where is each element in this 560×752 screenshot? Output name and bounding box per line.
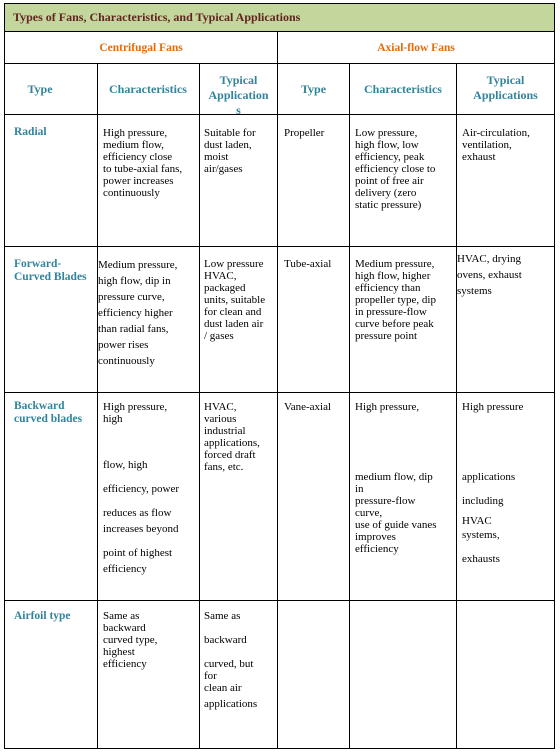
cell-line: efficiency xyxy=(103,563,147,575)
cell-line: reduces as flow xyxy=(103,507,172,519)
cell-line: Propeller xyxy=(284,127,325,139)
fan-type-line: Forward- xyxy=(14,258,62,270)
cell-line: use of guide vanes xyxy=(355,519,437,531)
cell-line: highest xyxy=(103,646,135,658)
cell-line: Same as xyxy=(103,610,140,622)
cell-line: ovens, exhaust xyxy=(457,269,522,281)
characteristics-cell xyxy=(103,610,199,670)
cell-line: HVAC xyxy=(462,515,492,527)
cell-line: in xyxy=(355,483,364,495)
cell-line: Medium pressure, xyxy=(355,258,435,270)
cell-line: continuously xyxy=(103,187,160,199)
column-header-applications-line: s xyxy=(236,103,241,117)
cell-line: efficiency xyxy=(355,543,399,555)
cell-line: efficiency close to xyxy=(355,163,436,175)
table-title-bar xyxy=(5,4,554,32)
fan-type-line: Radial xyxy=(14,126,47,138)
cell-line: Low pressure xyxy=(204,258,264,270)
cell-line: static pressure) xyxy=(355,199,422,211)
cell-line: for clean and xyxy=(204,306,262,318)
column-header-characteristics: Characteristics xyxy=(109,82,187,96)
cell-line: packaged xyxy=(204,282,246,294)
grid-line xyxy=(199,63,200,748)
cell-line: High pressure, xyxy=(355,401,420,413)
column-header-applications-line: Typical xyxy=(219,73,258,87)
cell-line: HVAC, drying xyxy=(457,253,521,265)
characteristics-cell xyxy=(355,401,456,555)
cell-line: high xyxy=(103,413,123,425)
cell-line: curve, xyxy=(355,507,383,519)
grid-line xyxy=(456,63,457,748)
applications-cell xyxy=(462,127,554,163)
axial-type-cell xyxy=(284,401,349,413)
applications-cell xyxy=(204,610,277,710)
cell-line: applications xyxy=(462,471,516,483)
cell-line: high flow, low xyxy=(355,139,419,151)
characteristics-cell xyxy=(103,401,199,575)
cell-line: systems, xyxy=(462,529,500,541)
column-header-applications-line: Applications xyxy=(473,88,538,102)
cell-line: High pressure, xyxy=(103,127,168,139)
column-header-characteristics: Characteristics xyxy=(364,82,442,96)
cell-line: fans, etc. xyxy=(204,461,244,473)
applications-cell xyxy=(462,401,554,565)
cell-line: HVAC, xyxy=(204,270,237,282)
column-header-applications-line: Application xyxy=(208,88,269,102)
cell-line: forced draft xyxy=(204,449,256,461)
column-header-type: Type xyxy=(300,82,327,96)
characteristics-cell xyxy=(355,127,456,211)
cell-line: HVAC, xyxy=(204,401,237,413)
grid-line xyxy=(277,32,278,748)
fan-type-line: Backward xyxy=(14,400,65,412)
applications-cell xyxy=(204,127,277,175)
cell-line: exhaust xyxy=(462,151,496,163)
fan-type-name xyxy=(14,258,87,284)
column-header-applications-line: Typical xyxy=(486,73,525,87)
grid-line xyxy=(5,246,554,247)
grid-line xyxy=(5,114,554,115)
cell-line: point of free air xyxy=(355,175,424,187)
cell-line: power increases xyxy=(103,175,174,187)
characteristics-cell xyxy=(103,127,199,199)
characteristics-cell xyxy=(355,258,456,342)
applications-cell xyxy=(457,251,554,299)
fan-type-name xyxy=(14,400,82,426)
grid-line xyxy=(97,63,98,748)
cell-line: in pressure-flow xyxy=(355,306,427,318)
applications-cell xyxy=(204,401,277,473)
cell-line: ventilation, xyxy=(462,139,512,151)
cell-line: continuously xyxy=(98,355,155,367)
grid-line xyxy=(5,600,554,601)
cell-line: systems xyxy=(457,285,492,297)
cell-line: Low pressure, xyxy=(355,127,418,139)
cell-line: pressure-flow xyxy=(355,495,416,507)
cell-line: industrial xyxy=(204,425,246,437)
fan-type-line: curved blades xyxy=(14,413,83,425)
cell-line: dust laden, xyxy=(204,139,252,151)
cell-line: clean air xyxy=(204,682,242,694)
cell-line: / gases xyxy=(204,330,234,342)
cell-line: applications xyxy=(204,698,258,710)
axial-type-cell xyxy=(284,258,349,270)
fan-type-line: Airfoil type xyxy=(14,610,71,622)
cell-line: High pressure, xyxy=(103,401,168,413)
column-header-applications xyxy=(200,73,277,118)
fan-types-table xyxy=(4,3,555,749)
cell-line: Air-circulation, xyxy=(462,127,530,139)
grid-line xyxy=(5,63,554,64)
cell-line: efficiency than xyxy=(355,282,421,294)
cell-line: High pressure xyxy=(462,401,524,413)
cell-line: curved, but xyxy=(204,658,254,670)
cell-line: various xyxy=(204,413,237,425)
cell-line: Suitable for xyxy=(204,127,256,139)
fan-type-name xyxy=(14,126,47,139)
cell-line: curved type, xyxy=(103,634,158,646)
table-title: Types of Fans, Characteristics, and Typical Applications xyxy=(13,10,301,24)
fan-type-line: Curved Blades xyxy=(14,271,87,283)
cell-line: applications, xyxy=(204,437,260,449)
cell-line: air/gases xyxy=(204,163,243,175)
cell-line: efficiency close xyxy=(103,151,173,163)
applications-cell xyxy=(204,258,277,342)
cell-line: propeller type, dip xyxy=(355,294,436,306)
column-header-applications xyxy=(457,73,554,103)
cell-line: pressure point xyxy=(355,330,418,342)
grid-line xyxy=(349,63,350,748)
cell-line: improves xyxy=(355,531,396,543)
cell-line: flow, high xyxy=(103,459,148,471)
cell-line: Same as xyxy=(204,610,241,622)
cell-line: delivery (zero xyxy=(355,187,417,199)
cell-line: efficiency higher xyxy=(98,307,173,319)
cell-line: high flow, dip in xyxy=(98,275,171,287)
cell-line: pressure curve, xyxy=(98,291,165,303)
cell-line: dust laden air xyxy=(204,318,264,330)
cell-line: medium flow, xyxy=(103,139,164,151)
cell-line: exhausts xyxy=(462,553,500,565)
cell-line: Medium pressure, xyxy=(98,259,178,271)
cell-line: to tube-axial fans, xyxy=(103,163,183,175)
cell-line: backward xyxy=(103,622,146,634)
cell-line: high flow, higher xyxy=(355,270,431,282)
cell-line: efficiency, power xyxy=(103,483,180,495)
group-header-centrifugal: Centrifugal Fans xyxy=(99,42,183,54)
cell-line: efficiency xyxy=(103,658,147,670)
table-grid xyxy=(5,32,554,748)
cell-line: power rises xyxy=(98,339,149,351)
cell-line: medium flow, dip xyxy=(355,471,433,483)
cell-line: backward xyxy=(204,634,247,646)
cell-line: Tube-axial xyxy=(284,258,332,270)
cell-line: moist xyxy=(204,151,229,163)
fan-type-name xyxy=(14,610,71,623)
column-header-type: Type xyxy=(27,82,53,96)
cell-line: point of highest xyxy=(103,547,173,559)
cell-line: for xyxy=(204,670,217,682)
axial-type-cell xyxy=(284,127,349,139)
cell-line: units, suitable xyxy=(204,294,266,306)
group-header-axial: Axial-flow Fans xyxy=(377,42,455,54)
cell-line: Vane-axial xyxy=(284,401,332,413)
cell-line: curve before peak xyxy=(355,318,434,330)
characteristics-cell xyxy=(98,257,199,369)
grid-line xyxy=(5,392,554,393)
cell-line: efficiency, peak xyxy=(355,151,425,163)
cell-line: including xyxy=(462,495,504,507)
cell-line: than radial fans, xyxy=(98,323,169,335)
cell-line: increases beyond xyxy=(103,523,179,535)
